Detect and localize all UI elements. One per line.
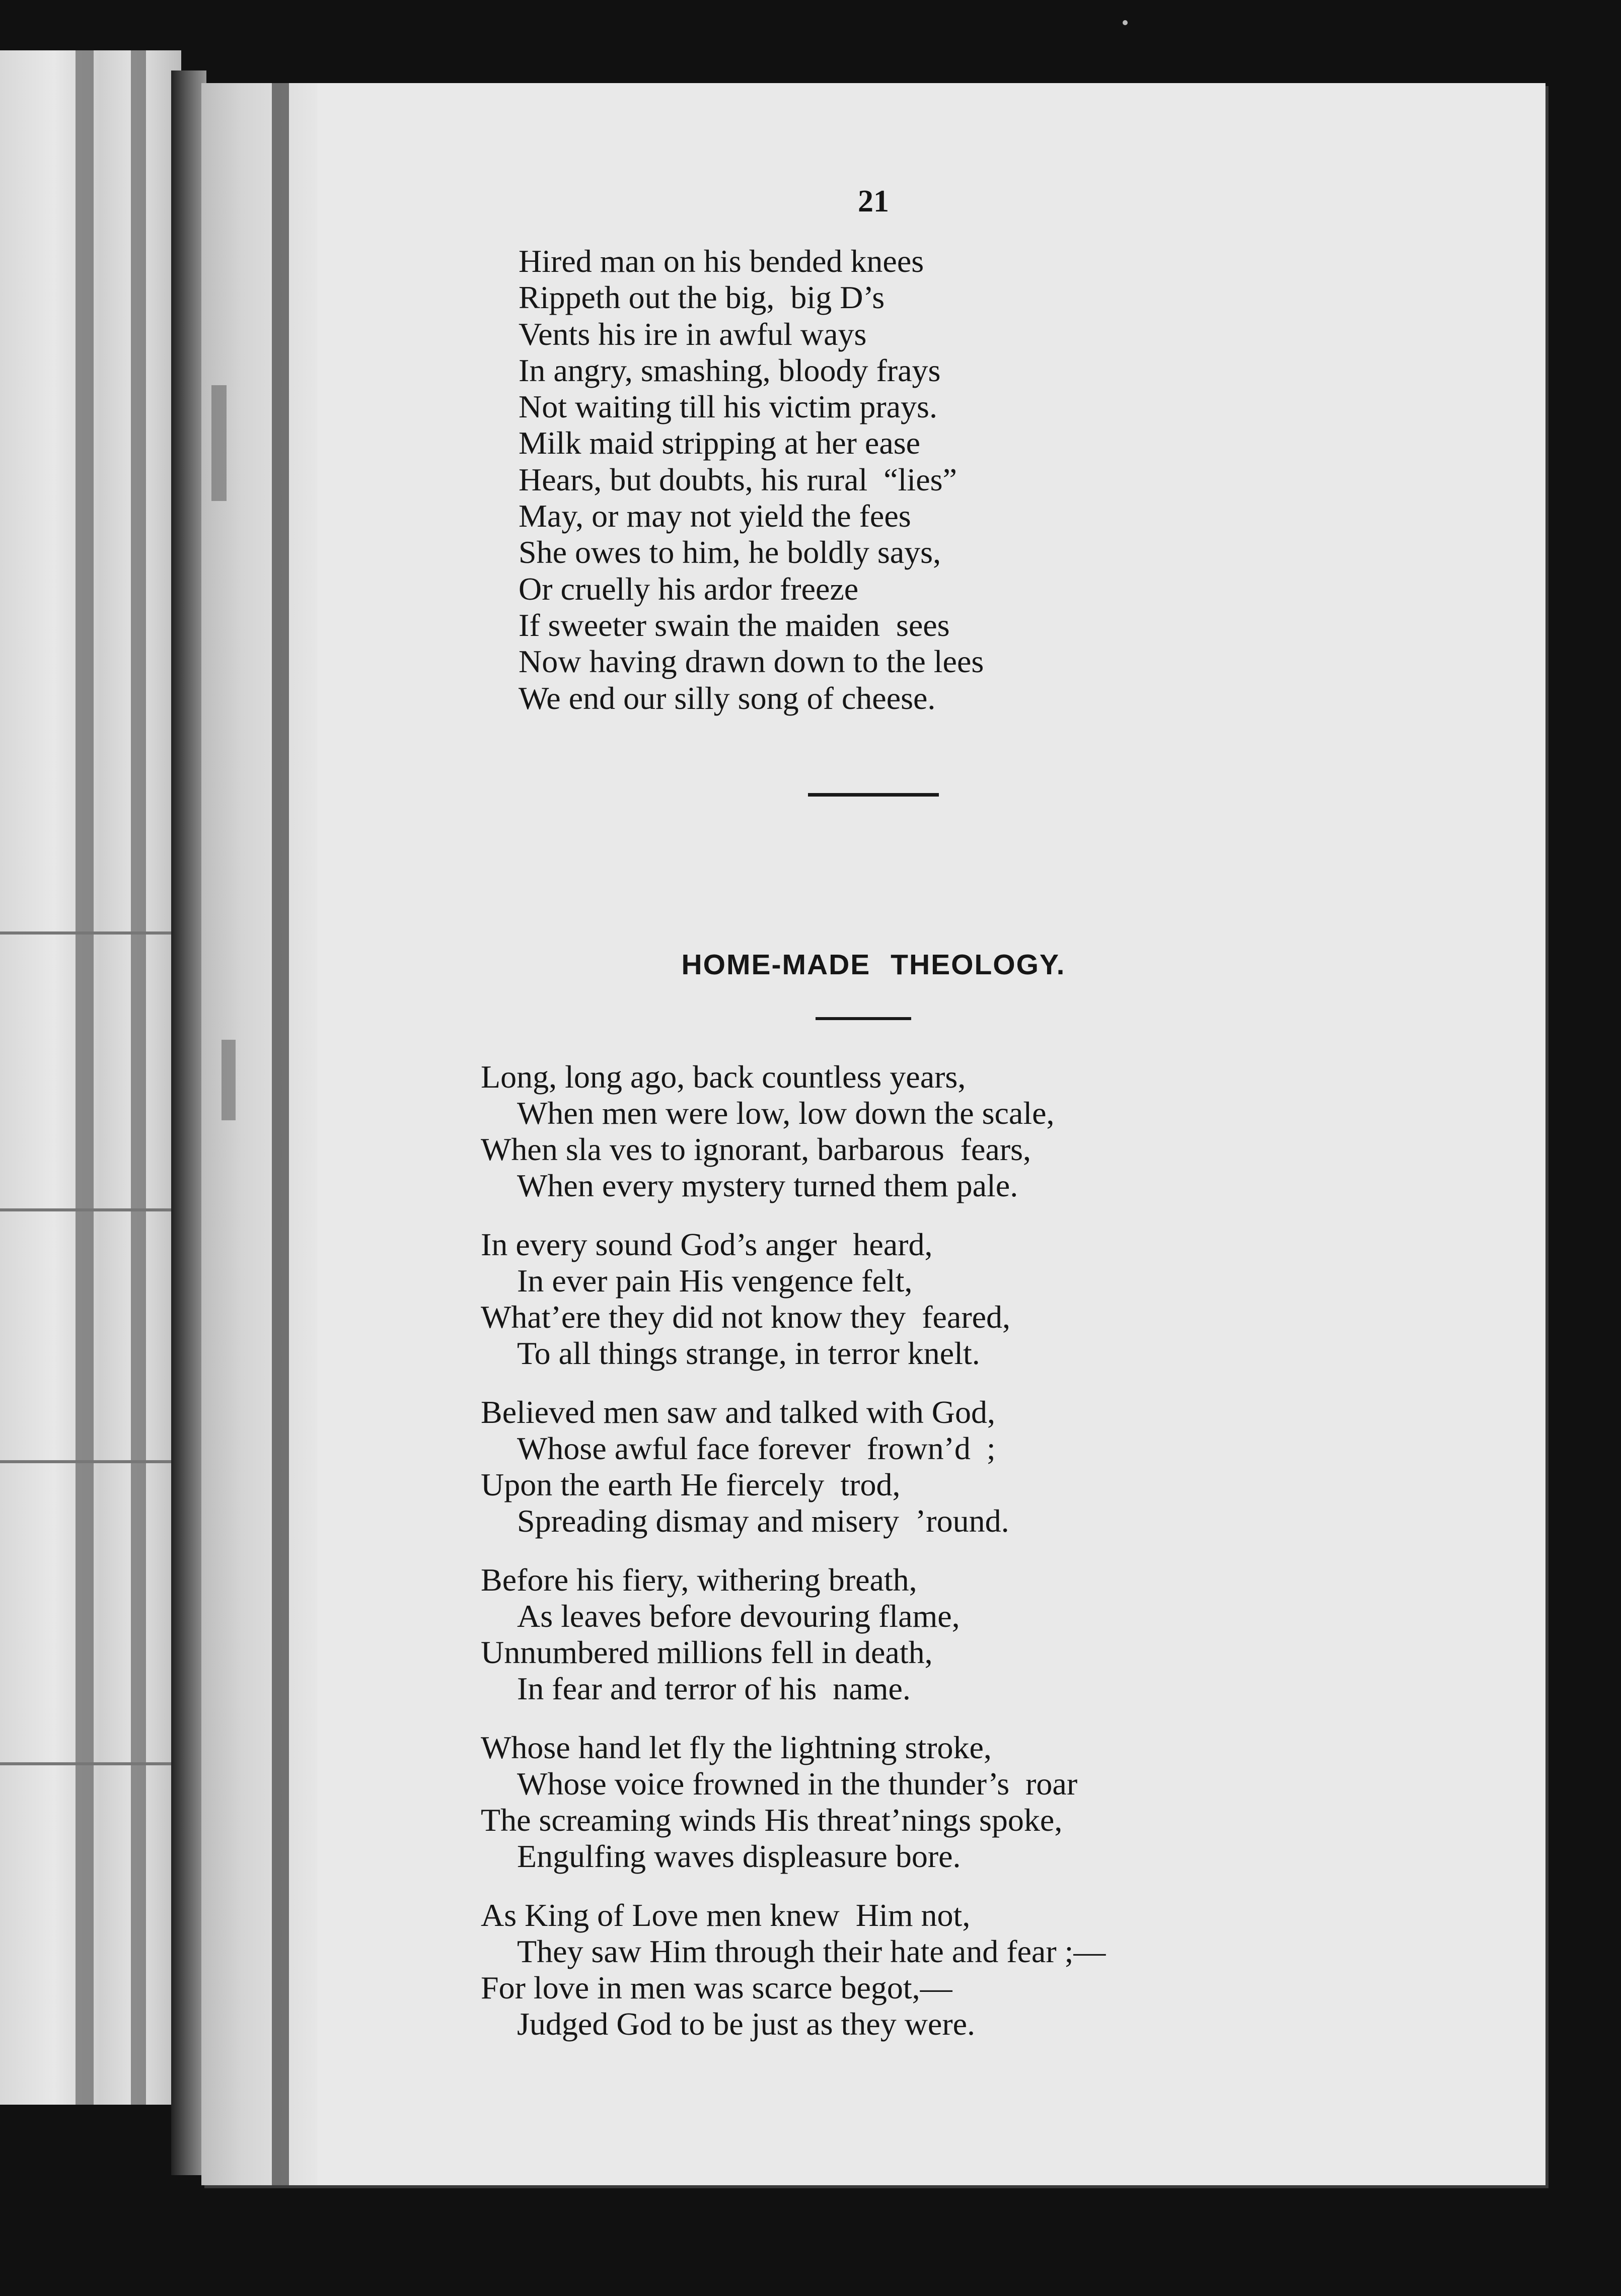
poem-line: When every mystery turned them pale. (517, 1168, 1018, 1203)
verse-line: Or cruelly his ardor freeze (519, 570, 859, 607)
poem-line: In every sound God’s anger heard, (481, 1227, 933, 1262)
verse-line: Rippeth out the big, big D’s (519, 279, 885, 316)
stanza (481, 1562, 1106, 1707)
poem-line: When sla ves to ignorant, barbarous fears, (481, 1131, 1031, 1167)
poem-line: Whose awful face forever frown’d ; (517, 1430, 996, 1466)
poem-line: What’ere they did not know they feared, (481, 1299, 1011, 1335)
poem-line: Engulfing waves displeasure bore. (517, 1838, 961, 1874)
verse-line: We end our silly song of cheese. (519, 680, 936, 716)
verse-line: Vents his ire in awful ways (519, 316, 867, 352)
section-title: HOME-MADE THEOLOGY. (681, 949, 1066, 981)
poem-line: They saw Him through their hate and fear ;— (517, 1933, 1106, 1969)
poem-line: Believed men saw and talked with God, (481, 1394, 995, 1430)
page-tear (0, 1460, 181, 1463)
poem-home-made-theology (481, 1059, 1106, 2065)
poem-line: Whose voice frowned in the thunder’s roar (517, 1766, 1078, 1802)
dust-speck (1123, 20, 1128, 25)
stanza (481, 1897, 1106, 2042)
poem-line: Whose hand let fly the lightning stroke, (481, 1730, 992, 1765)
page-tear (0, 931, 181, 935)
left-page-remnant (0, 50, 181, 2105)
poem-line: In ever pain His vengence felt, (517, 1263, 913, 1299)
page-number: 21 (858, 184, 889, 219)
stanza (481, 1227, 1106, 1372)
stanza (481, 1730, 1106, 1875)
poem-line: As King of Love men knew Him not, (481, 1897, 971, 1933)
page-gutter (201, 83, 317, 2185)
verse-continuation (519, 243, 984, 716)
gutter-shadow (211, 385, 227, 501)
title-underline (816, 1017, 911, 1020)
poem-line: The screaming winds His threat’nings spoke, (481, 1802, 1063, 1838)
binding-strip (76, 50, 94, 2105)
verse-line: Milk maid stripping at her ease (519, 425, 921, 461)
gutter-shadow (222, 1040, 236, 1120)
poem-line: For love in men was scarce begot,— (481, 1970, 952, 2005)
binding-strip (131, 50, 146, 2105)
poem-line: Spreading dismay and misery ’round. (517, 1503, 1009, 1539)
page-tear (0, 1762, 181, 1765)
poem-line: Long, long ago, back countless years, (481, 1059, 966, 1095)
verse-line: May, or may not yield the fees (519, 498, 911, 534)
poem-line: Judged God to be just as they were. (517, 2006, 976, 2042)
verse-line: Hired man on his bended knees (519, 243, 924, 279)
verse-line: If sweeter swain the maiden sees (519, 607, 950, 643)
verse-line: Not waiting till his victim prays. (519, 389, 937, 425)
poem-line: As leaves before devouring flame, (517, 1598, 960, 1634)
poem-line: Before his fiery, withering breath, (481, 1562, 917, 1598)
poem-line: To all things strange, in terror knelt. (517, 1335, 980, 1371)
poem-line: In fear and terror of his name. (517, 1671, 911, 1706)
poem-line: Upon the earth He fiercely trod, (481, 1467, 901, 1502)
section-divider (808, 793, 939, 797)
page-tear (0, 1208, 181, 1211)
gutter-shadow (272, 83, 289, 2185)
book-page (201, 83, 1545, 2185)
stanza (481, 1394, 1106, 1539)
verse-line: She owes to him, he boldly says, (519, 534, 941, 570)
poem-line: Unnumbered millions fell in death, (481, 1634, 933, 1670)
poem-line: When men were low, low down the scale, (517, 1095, 1055, 1131)
verse-line: Now having drawn down to the lees (519, 643, 984, 680)
stanza (481, 1059, 1106, 1204)
verse-line: Hears, but doubts, his rural “lies” (519, 461, 957, 497)
verse-line: In angry, smashing, bloody frays (519, 352, 941, 388)
